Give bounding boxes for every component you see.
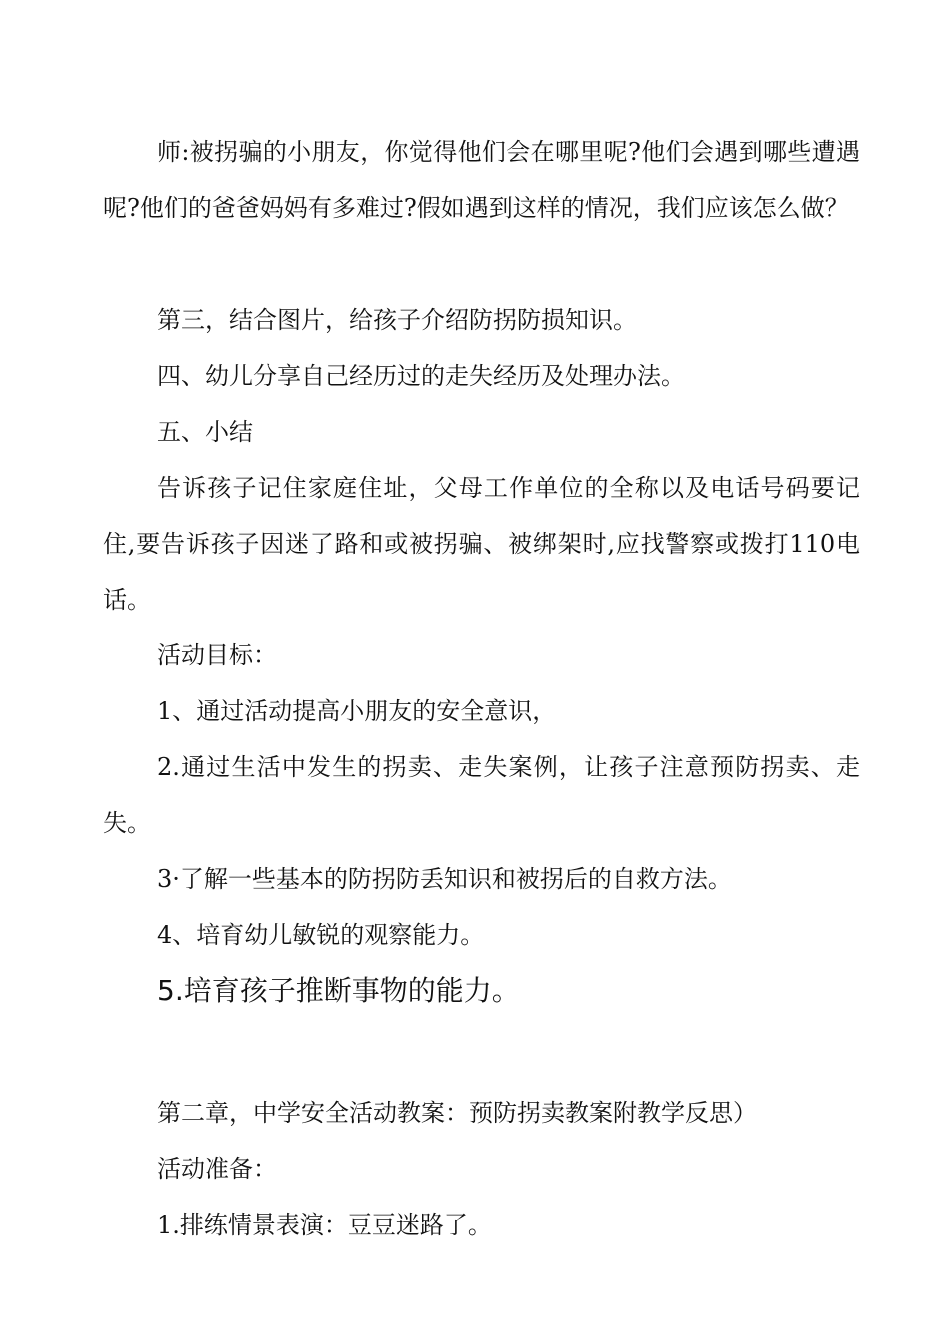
paragraph-goal-1: 1、通过活动提高小朋友的安全意识， (157, 697, 557, 725)
paragraph-summary-heading: 五、小结 (157, 418, 253, 446)
paragraph-preparation-heading: 活动准备： (157, 1155, 277, 1183)
paragraph-goal-5: 5.培育孩子推断事物的能力。 (157, 974, 520, 1007)
paragraph-goal-3: 3·了解一些基本的防拐防丢知识和被拐后的自救方法。 (157, 865, 732, 893)
paragraph-step-three: 第三，结合图片，给孩子介绍防拐防损知识。 (157, 306, 637, 334)
paragraph-preparation-1: 1.排练情景表演：豆豆迷路了。 (157, 1211, 492, 1239)
paragraph-summary-body: 告诉孩子记住家庭住址，父母工作单位的全称以及电话号码要记住,要告诉孩子因迷了路和或被拐骗、被绑架时,应找警察或拨打110电话。 (103, 474, 860, 614)
paragraph-goal-4: 4、培育幼儿敏锐的观察能力。 (157, 921, 485, 949)
paragraph-goal-2: 2.通过生活中发生的拐卖、走失案例，让孩子注意预防拐卖、走失。 (103, 753, 860, 837)
paragraph-chapter-two-heading: 第二章，中学安全活动教案：预防拐卖教案附教学反思） (157, 1099, 757, 1127)
paragraph-step-four: 四、幼儿分享自己经历过的走失经历及处理办法。 (157, 362, 685, 390)
paragraph-teacher-question: 师:被拐骗的小朋友，你觉得他们会在哪里呢?他们会遇到哪些遭遇呢?他们的爸爸妈妈有多难过?假如遇到这样的情况，我们应该怎么做？ (103, 138, 860, 222)
paragraph-goals-heading: 活动目标： (157, 641, 277, 669)
